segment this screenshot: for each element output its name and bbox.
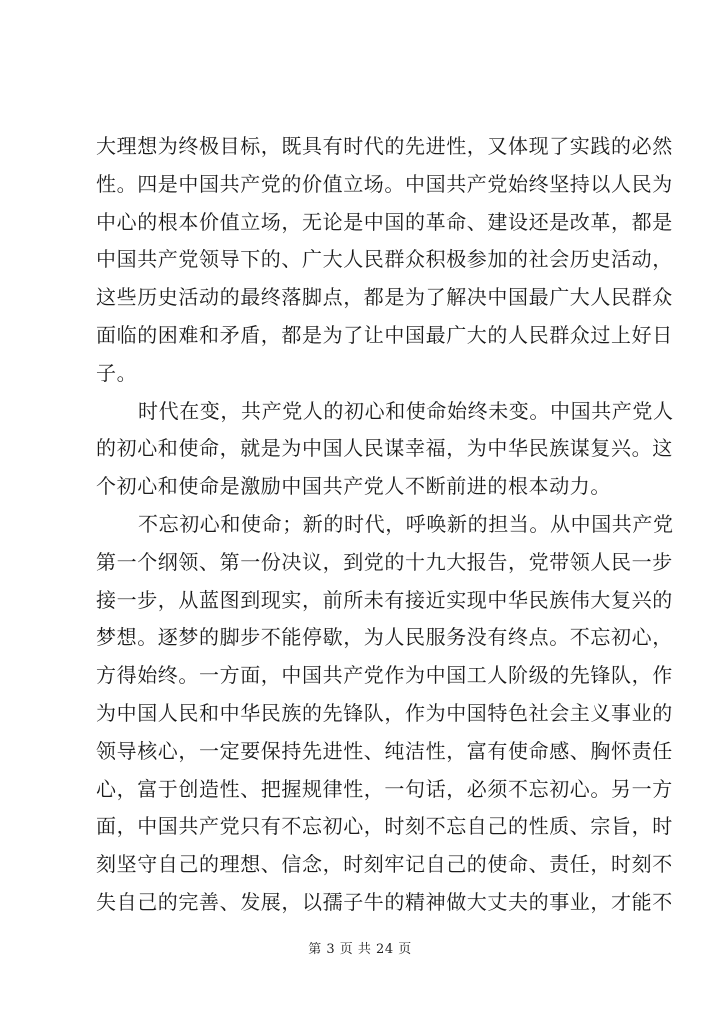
text-line: 性。四是中国共产党的价值立场。中国共产党始终坚持以人民为 (96, 171, 673, 196)
text-line: 子。 (96, 360, 138, 385)
text-line: 大理想为终极目标，既具有时代的先进性，又体现了实践的必然 (96, 134, 673, 158)
text-line: 梦想。逐梦的脚步不能停歇，为人民服务没有终点。不忘初心， (96, 625, 673, 650)
text-line: 时代在变，共产党人的初心和使命始终未变。中国共产党人 (138, 398, 674, 423)
text-line: 的初心和使命，就是为中国人民谋幸福，为中华民族谋复兴。这 (96, 436, 673, 461)
text-line: 方得始终。一方面，中国共产党作为中国工人阶级的先锋队，作 (96, 663, 673, 688)
text-line: 心，富于创造性、把握规律性，一句话，必须不忘初心。另一方 (96, 776, 673, 801)
text-line: 失自己的完善、发展，以孺子牛的精神做大丈夫的事业，才能不 (96, 889, 673, 914)
text-line: 个初心和使命是激励中国共产党人不断前进的根本动力。 (96, 474, 611, 499)
text-line: 中国共产党领导下的、广大人民群众积极参加的社会历史活动， (96, 247, 673, 272)
text-line: 中心的根本价值立场，无论是中国的革命、建设还是改革，都是 (96, 209, 673, 234)
text-line: 这些历史活动的最终落脚点，都是为了解决中国最广大人民群众 (96, 285, 673, 310)
body-text (96, 128, 674, 922)
text-line: 第一个纲领、第一份决议，到党的十九大报告，党带领人民一步 (96, 549, 673, 574)
text-line: 接一步，从蓝图到现实，前所未有接近实现中华民族伟大复兴的 (96, 587, 673, 612)
page-footer: 第 3 页 共 24 页 (308, 942, 412, 957)
text-line: 面，中国共产党只有不忘初心，时刻不忘自己的性质、宗旨，时 (96, 814, 673, 839)
paragraph (96, 506, 674, 922)
paragraph (96, 393, 674, 506)
text-line: 不忘初心和使命；新的时代，呼唤新的担当。从中国共产党 (138, 511, 674, 536)
text-line: 刻坚守自己的理想、信念，时刻牢记自己的使命、责任，时刻不 (96, 852, 673, 877)
text-line: 领导核心，一定要保持先进性、纯洁性，富有使命感、胸怀责任 (96, 738, 673, 763)
text-line: 面临的困难和矛盾，都是为了让中国最广大的人民群众过上好日 (96, 322, 673, 347)
text-line: 为中国人民和中华民族的先锋队，作为中国特色社会主义事业的 (96, 700, 673, 725)
paragraph (96, 128, 673, 393)
